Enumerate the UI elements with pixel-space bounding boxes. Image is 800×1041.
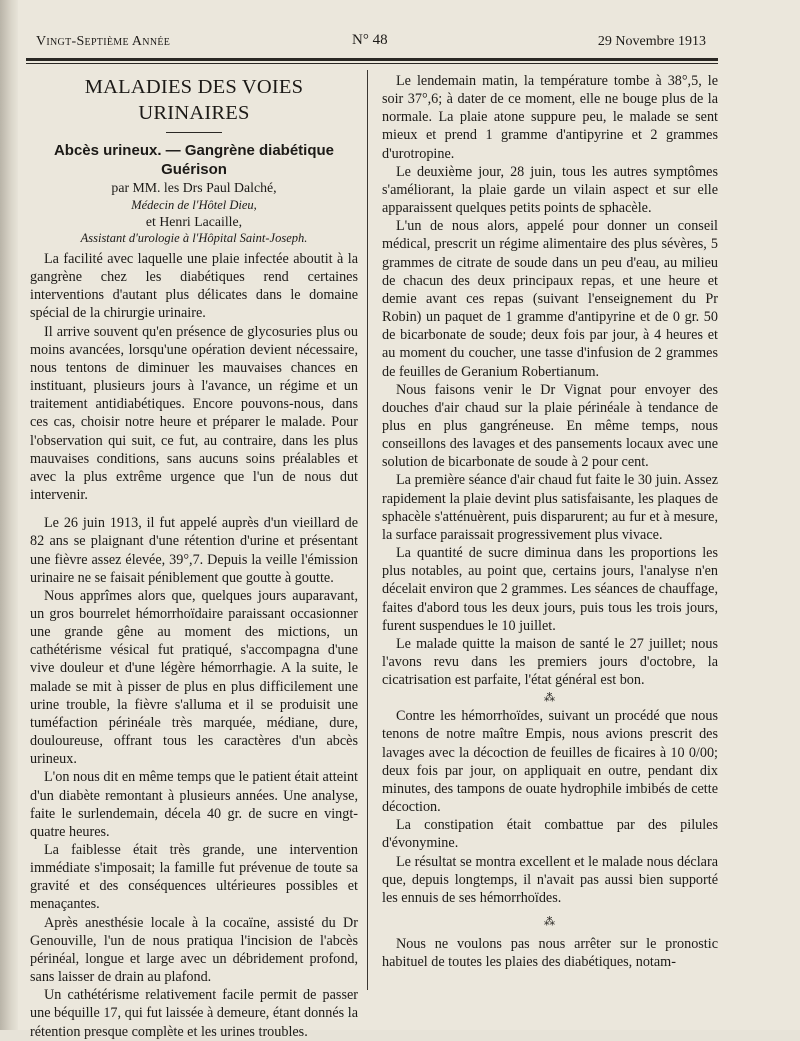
- paragraph: Le deuxième jour, 28 juin, tous les autres symptômes s'améliorant, la plaie garde un vilain aspect et sur elle apparaissent quelques petits points de sphacèle.: [382, 163, 718, 217]
- running-header: [36, 32, 706, 52]
- paragraph: La quantité de sucre diminua dans les proportions les plus notables, au point que, certains jours, l'analyse n'en décelait environ que 2 grammes. Les séances de chauffage, faites d'abord tous les deux jours, puis tous les trois jours, furent suspendues le 10 juillet.: [382, 545, 718, 634]
- paragraph: Il arrive souvent qu'en présence de glycosuries plus ou moins avancées, lorsqu'une opération devient nécessaire, nous tentons de diminuer les mauvaises chances en instituant, plusieurs jours à l'avance, un régime et un traitement antidiabétiques. Encore pouvons-nous, dans ces cas, choisir notre heure et préparer le malade. Pour l'observation qui suit, ce fut, au contraire, dans les plus mauvaises conditions, sans aucuns soins préalables et avec la plus extrême urgence que l'un de nous dut intervenir.: [30, 323, 358, 504]
- left-column: [30, 72, 358, 1041]
- paragraph: Le 26 juin 1913, il fut appelé auprès d'un vieillard de 82 ans se plaignant d'une rétention d'urine et présentant une fièvre assez élevée, 39°,7. Depuis la veille l'émission urinaire ne se faisait péniblement que goutte à goutte.: [30, 515, 358, 586]
- paragraph: Le lendemain matin, la température tombe à 38°,5, le soir 37°,6; à dater de ce moment, elle ne bouge plus de la normale. La plaie atone suppure peu, le malade se sent mieux et prend 1 gramme d'antipyrine et 2 grammes d'urotropine.: [382, 73, 718, 162]
- issue-date: 29 Novembre 1913: [597, 34, 706, 49]
- author-affiliation-1: Médecin de l'Hôtel Dieu,: [131, 197, 257, 212]
- paragraph: La constipation était combattue par des pilules d'évonymine.: [382, 817, 718, 852]
- asterism-separator: ⁂: [544, 692, 556, 705]
- header-rule: [26, 58, 718, 61]
- paragraph: L'on nous dit en même temps que le patient était atteint d'un diabète remontant à plusieurs années. Une analyse, faite le surlendemain, décela 40 gr. de sucre en vingt-quatre heures.: [30, 769, 358, 840]
- right-column: [382, 72, 718, 971]
- paragraph: Un cathétérisme relativement facile permit de passer une béquille 17, qui fut laissée à demeure, étant donnés la rétention presque complète et les urines troubles.: [30, 987, 358, 1040]
- paragraph: Nous apprîmes alors que, quelques jours auparavant, un gros bourrelet hémorrhoïdaire paraissant occasionner une grande gêne au moment des mictions, un cathétérisme vésical fut pratiqué, s'accompagna d'une vive douleur et d'une légère hémorrhagie. A la suite, le malade se mit à pisser de plus en plus difficilement une urine trouble, la fièvre s'alluma et il se produisit une tuméfaction périnéale très marquée, médiane, dure, douloureuse, offrant tous les caractères d'un abcès urineux.: [30, 587, 358, 768]
- paragraph: Contre les hémorrhoïdes, suivant un procédé que nous tenons de notre maître Empis, nous avions prescrit des lavages avec la décoction de feuilles de ficaires à 10 0/00; deux fois par jour, on appliquait en outre, pendant dix minutes, des tampons de ouate hydrophile imbibés de cette décoction.: [382, 708, 718, 816]
- paragraph: La faiblesse était très grande, une intervention immédiate s'imposait; la famille fut prévenue de toute sa gravité et des conséquences ultérieures possibles et menaçantes.: [30, 842, 358, 913]
- author-affiliation-2: Assistant d'urologie à l'Hôpital Saint-Joseph.: [80, 231, 308, 245]
- header-rule-thin: [26, 63, 718, 64]
- article-subtitle: Abcès urineux. — Gangrène diabétique: [53, 142, 335, 159]
- column-divider: [367, 70, 368, 990]
- paragraph: La facilité avec laquelle une plaie infectée aboutit à la gangrène chez les diabétiques rend certaines interventions d'autant plus délicates dans le domaine spécial de la chirurgie urinaire.: [30, 251, 358, 322]
- paragraph: Après anesthésie locale à la cocaïne, assisté du Dr Genouville, l'un de nous pratiqua l'incision de l'abcès périnéal, longue et large avec un débridement profond, sans laisser de drain au plafond.: [30, 914, 358, 986]
- page-binding-shadow: [0, 0, 18, 1030]
- volume-label: Vingt-Septième Année: [36, 34, 171, 49]
- paragraph: Nous faisons venir le Dr Vignat pour envoyer des douches d'air chaud sur la plaie périnéale à tendance de plus en plus gangréneuse. En même temps, nous conseillons des lavages et des pansements locaux avec une solution de bicarbonate de soude à 2 pour cent.: [382, 381, 718, 471]
- paragraph: La première séance d'air chaud fut faite le 30 juin. Assez rapidement la plaie devint plus satisfaisante, les plaques de sphacèle s'atténuèrent, puis disparurent; au fur et à mesure, la surface paraissait progressivement plus vivace.: [382, 472, 718, 543]
- paragraph: Nous ne voulons pas nous arrêter sur le pronostic habituel de toutes les plaies des diabétiques, notam-: [382, 936, 718, 971]
- article-subtitle-2: Guérison: [161, 161, 227, 178]
- author-byline-2: et Henri Lacaille,: [145, 213, 243, 229]
- asterism-separator-2: ⁂: [544, 916, 556, 929]
- issue-number: N° 48: [352, 32, 388, 48]
- title-rule: [166, 132, 222, 133]
- paragraph: Le résultat se montra excellent et le malade nous déclara que, depuis longtemps, il n'avait pas aussi bien supporté les ennuis de ses hémorrhoïdes.: [382, 853, 718, 906]
- author-byline-1: par MM. les Drs Paul Dalché,: [111, 180, 277, 195]
- paragraph: Le malade quitte la maison de santé le 27 juillet; nous l'avons revu dans les premiers jours d'octobre, la cicatrisation est parfaite, l'état général est bon.: [382, 635, 718, 689]
- paragraph: L'un de nous alors, appelé pour donner un conseil médical, prescrit un régime alimentaire des plus sévères, 5 grammes de citrate de soude dans un peu d'eau, au milieu de chacun des deux principaux repas, et une heure et demie avant ces repas (suivant l'enseignement du Pr Robin) un paquet de 1 gramme d'antipyrine et de 0 gr. 50 de bicarbonate de soude; deux fois par jour, à 4 heures et au moment du coucher, une tasse d'infusion de 2 grammes de feuilles de Geranium Robertianum.: [382, 218, 718, 380]
- section-title: MALADIES DES VOIES URINAIRES: [84, 76, 304, 124]
